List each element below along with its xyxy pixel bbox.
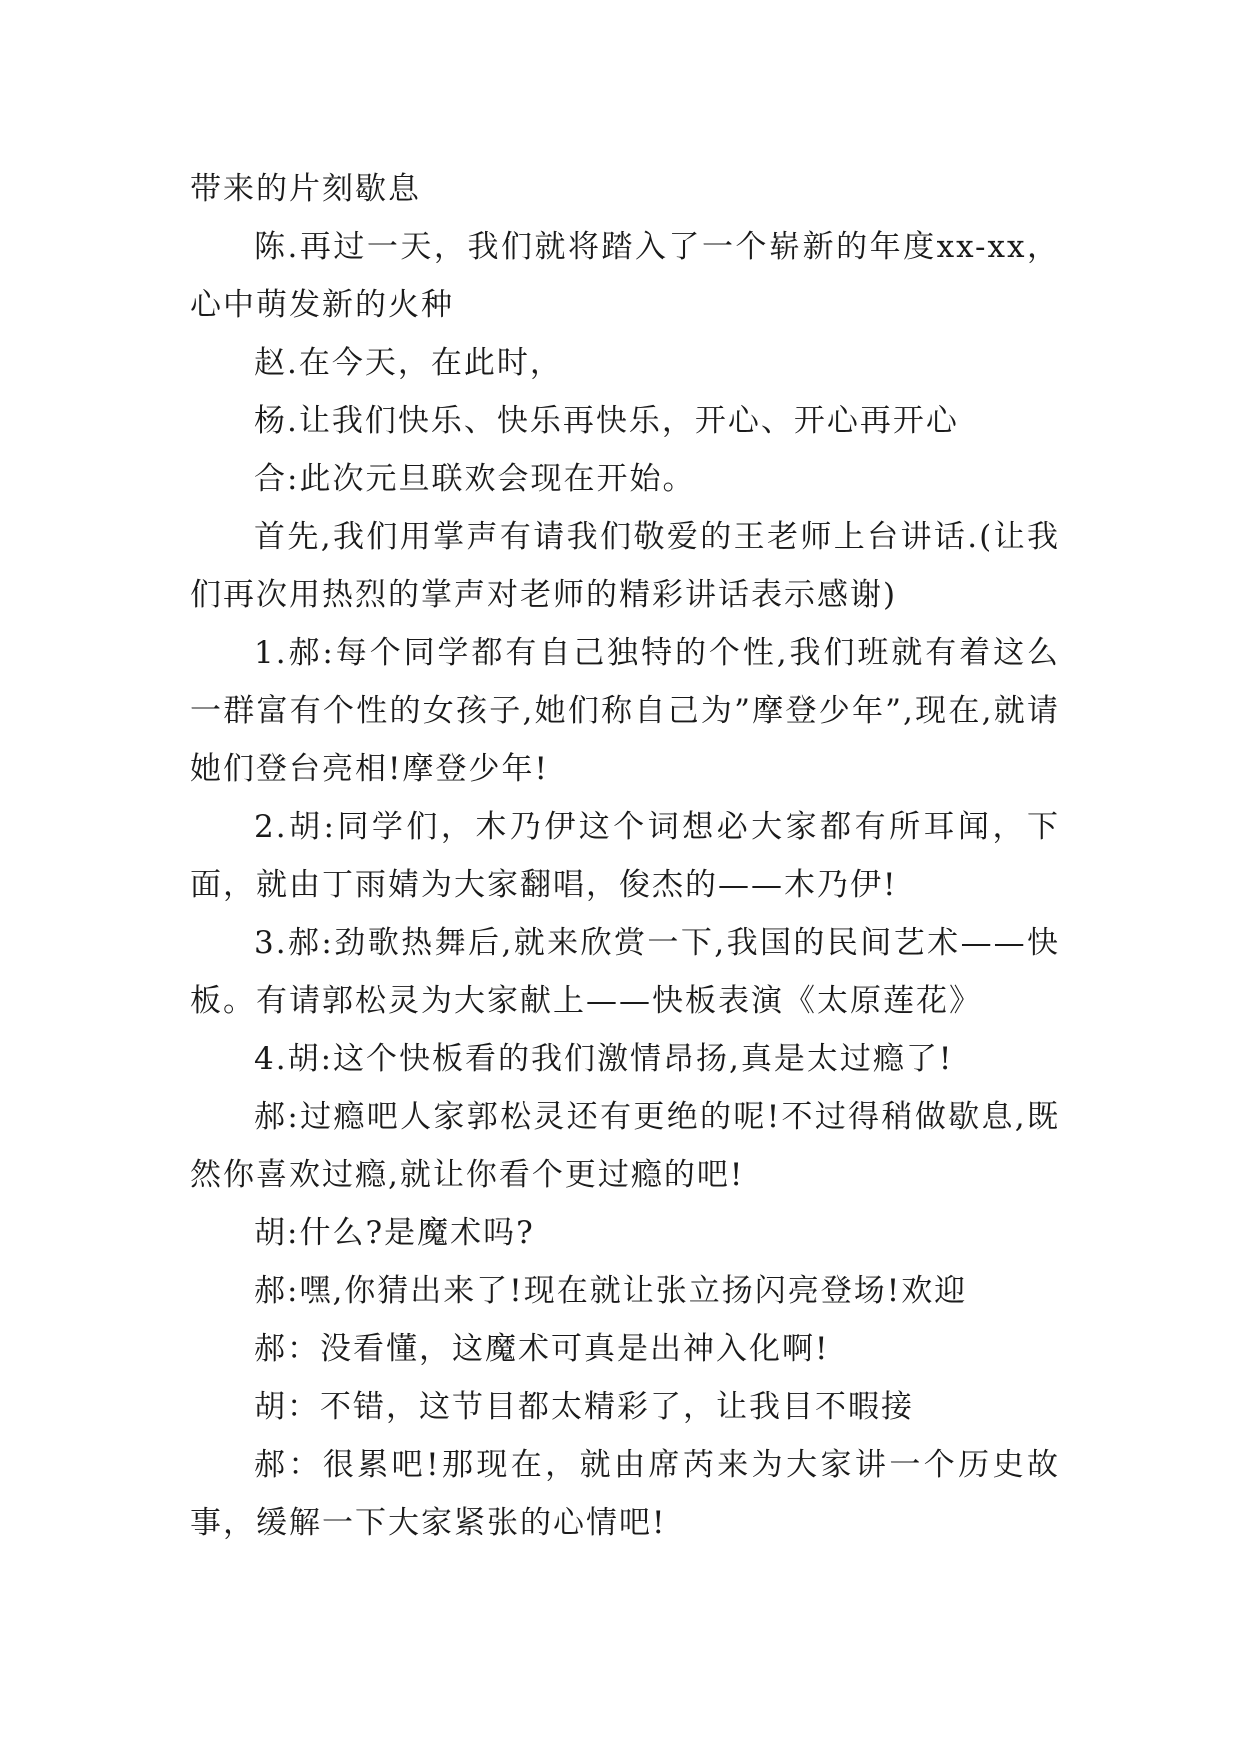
paragraph-8: 2.胡:同学们，木乃伊这个词想必大家都有所耳闻，下面，就由丁雨婧为大家翻唱，俊杰的——木乃伊! — [190, 809, 1060, 903]
paragraph-11: 郝:过瘾吧人家郭松灵还有更绝的呢!不过得稍做歇息,既然你喜欢过瘾,就让你看个更过瘾的吧! — [190, 1099, 1060, 1193]
paragraph-14: 郝：没看懂，这魔术可真是出神入化啊! — [254, 1331, 830, 1367]
paragraph-1: 带来的片刻歇息 — [190, 171, 421, 207]
paragraph-5: 合:此次元旦联欢会现在开始。 — [254, 461, 696, 497]
paragraph-15: 胡：不错，这节目都太精彩了，让我目不暇接 — [254, 1389, 914, 1425]
paragraph-13: 郝:嘿,你猜出来了!现在就让张立扬闪亮登场!欢迎 — [254, 1273, 968, 1309]
paragraph-16: 郝：很累吧!那现在，就由席芮来为大家讲一个历史故事，缓解一下大家紧张的心情吧! — [190, 1447, 1060, 1541]
paragraph-3: 赵.在今天，在此时， — [254, 345, 563, 381]
paragraph-12: 胡:什么?是魔术吗? — [254, 1215, 535, 1251]
document-body — [190, 160, 1060, 1552]
paragraph-7: 1.郝:每个同学都有自己独特的个性,我们班就有着这么一群富有个性的女孩子,她们称自己为”摩登少年”,现在,就请她们登台亮相!摩登少年! — [190, 635, 1060, 787]
paragraph-10: 4.胡:这个快板看的我们激情昂扬,真是太过瘾了! — [254, 1041, 954, 1077]
paragraph-2: 陈.再过一天，我们就将踏入了一个崭新的年度xx-xx，心中萌发新的火种 — [190, 229, 1060, 323]
paragraph-6: 首先,我们用掌声有请我们敬爱的王老师上台讲话.(让我们再次用热烈的掌声对老师的精彩讲话表示感谢) — [190, 519, 1060, 613]
paragraph-9: 3.郝:劲歌热舞后,就来欣赏一下,我国的民间艺术——快板。有请郭松灵为大家献上——快板表演《太原莲花》 — [190, 925, 1060, 1019]
paragraph-4: 杨.让我们快乐、快乐再快乐，开心、开心再开心 — [254, 403, 959, 439]
